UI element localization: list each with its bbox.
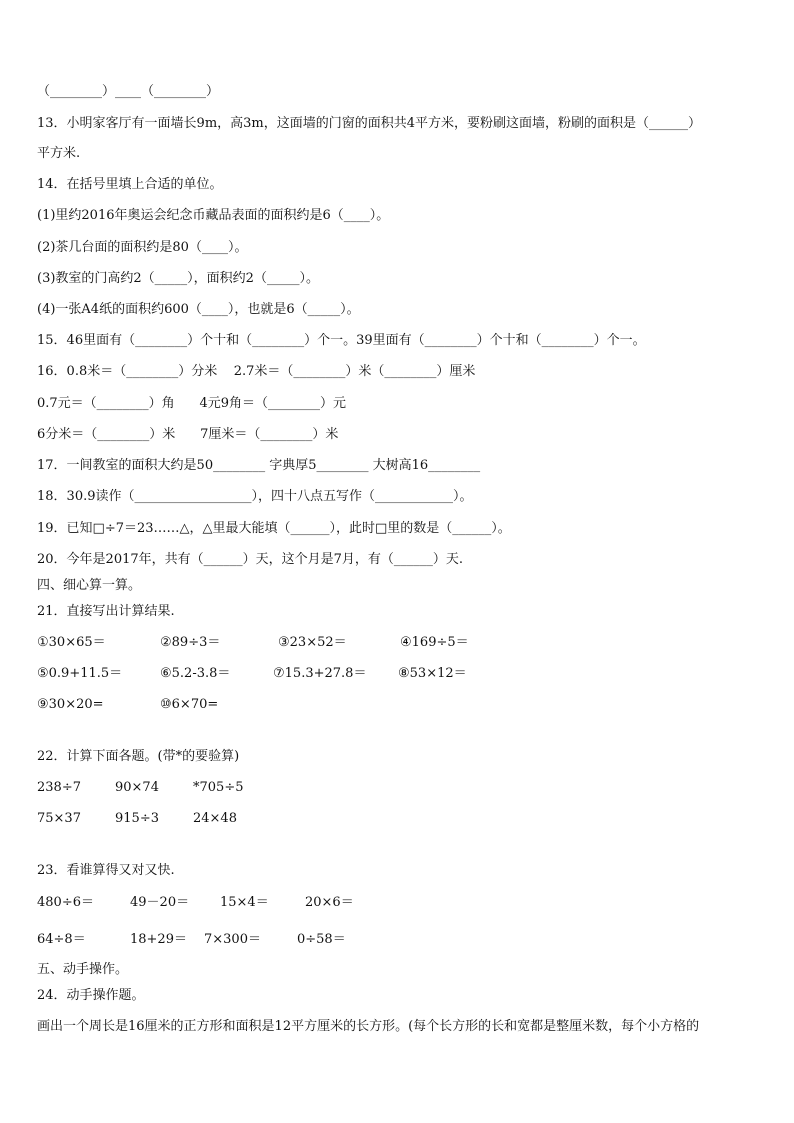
question-19: 19．已知□÷7＝23……△，△里最大能填（______），此时□里的数是（______）。: [37, 521, 511, 536]
calc-item: 20×6＝: [305, 895, 354, 910]
calc-item: 15×4＝: [220, 895, 269, 910]
calc-item: 64÷8＝: [37, 932, 86, 947]
calc-item: ⑩6×70=: [160, 697, 219, 712]
calc-item: 49－20＝: [130, 895, 190, 910]
question-16-line-1: 16．0.8米＝（________）分米 2.7米＝（________）米（________）厘米: [37, 364, 476, 379]
question-24-title: 24．动手操作题。: [37, 988, 145, 1003]
question-14-part-4: (4)一张A4纸的面积约600（____），也就是6（_____）。: [37, 302, 360, 317]
calc-item: ②89÷3＝: [160, 635, 221, 650]
calc-item: 7×300＝: [204, 932, 261, 947]
calc-item: 480÷6＝: [37, 895, 94, 910]
blank-line-top: （________）____（________）: [37, 84, 220, 99]
section-4-heading: 四、细心算一算。: [37, 578, 142, 593]
question-22-title: 22．计算下面各题。(带*的要验算): [37, 749, 240, 764]
calc-item: *705÷5: [193, 780, 244, 795]
calc-item: ⑥5.2-3.8＝: [160, 666, 231, 681]
calc-item: 24×48: [193, 811, 237, 826]
calc-item: ⑦15.3+27.8＝: [273, 666, 367, 681]
calc-item: 0÷58＝: [297, 932, 346, 947]
question-18: 18．30.9读作（__________________），四十八点五写作（____________）。: [37, 489, 473, 504]
calc-item: 90×74: [115, 780, 159, 795]
calc-item: ④169÷5＝: [400, 635, 469, 650]
question-24-description: 画出一个周长是16厘米的正方形和面积是12平方厘米的长方形。(每个长方形的长和宽都是整厘米数，每个小方格的: [37, 1019, 700, 1034]
question-14-part-1: (1)里约2016年奥运会纪念币藏品表面的面积约是6（____）。: [37, 208, 390, 223]
question-23-title: 23．看谁算得又对又快.: [37, 863, 175, 878]
calc-item: ③23×52＝: [278, 635, 347, 650]
question-13-line-1: 13．小明家客厅有一面墙长9m，高3m，这面墙的门窗的面积共4平方米，要粉刷这面墙，粉刷的面积是（______）: [37, 116, 702, 131]
question-21-title: 21．直接写出计算结果.: [37, 604, 175, 619]
calc-item: 18+29＝: [130, 932, 187, 947]
question-14-title: 14．在括号里填上合适的单位。: [37, 177, 223, 192]
question-15: 15．46里面有（________）个十和（________）个一。39里面有（________）个十和（________）个一。: [37, 333, 646, 348]
calc-item: ⑤0.9+11.5＝: [37, 666, 123, 681]
calc-item: 915÷3: [115, 811, 159, 826]
question-14-part-2: (2)茶几台面的面积约是80（____）。: [37, 240, 248, 255]
calc-item: 238÷7: [37, 780, 81, 795]
calc-item: ⑧53×12＝: [398, 666, 467, 681]
calc-item: ⑨30×20=: [37, 697, 104, 712]
question-16-line-2: 0.7元＝（________）角 4元9角＝（________）元: [37, 396, 347, 411]
question-16-line-3: 6分米＝（________）米 7厘米＝（________）米: [37, 427, 339, 442]
question-17: 17．一间教室的面积大约是50________ 字典厚5________ 大树高16________: [37, 458, 481, 473]
question-14-part-3: (3)教室的门高约2（_____），面积约2（_____）。: [37, 271, 319, 286]
calc-item: ①30×65＝: [37, 635, 106, 650]
calc-item: 75×37: [37, 811, 81, 826]
section-5-heading: 五、动手操作。: [37, 962, 129, 977]
question-13-line-2: 平方米.: [37, 146, 81, 161]
question-20: 20．今年是2017年，共有（______）天，这个月是7月，有（______）天.: [37, 552, 464, 567]
